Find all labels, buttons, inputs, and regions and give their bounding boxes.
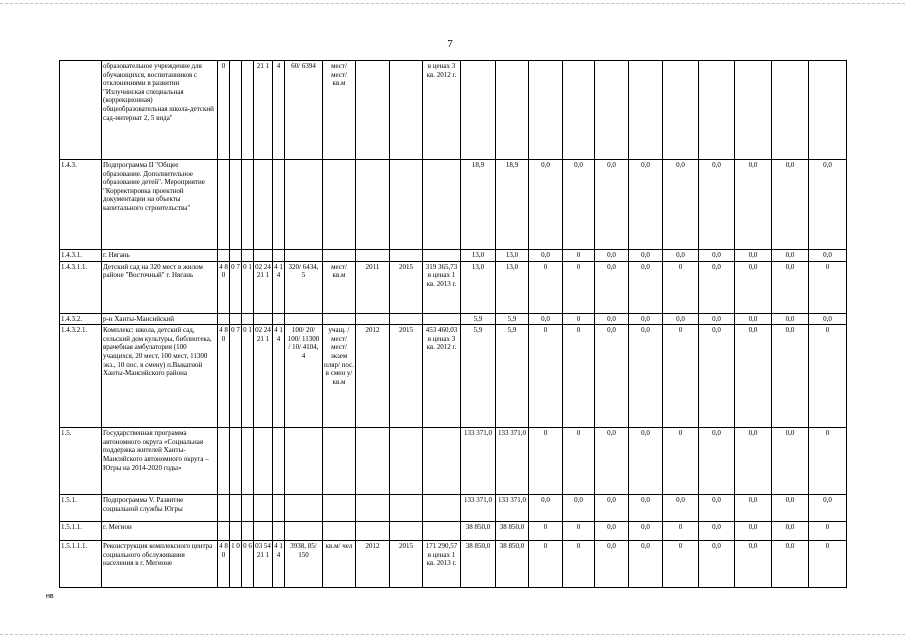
classification-code: 02 24 21 1 [254, 261, 273, 313]
classification-code: 4 8 0 [218, 325, 230, 428]
estimated-cost: в ценах 3 кв. 2012 г. [423, 61, 461, 160]
amount-cell: 133 371,0 [496, 495, 529, 522]
start-year [356, 522, 390, 541]
classification-code [242, 428, 254, 495]
page-top-edge [0, 3, 905, 4]
amount-cell: 0,0 [663, 495, 699, 522]
classification-code: 0 7 [230, 325, 242, 428]
table-row [60, 313, 847, 325]
amount-cell [699, 61, 735, 160]
classification-code: 0 6 [242, 541, 254, 588]
amount-cell: 5,9 [496, 325, 529, 428]
classification-code [230, 522, 242, 541]
amount-cell: 38 850,0 [496, 522, 529, 541]
classification-code [230, 428, 242, 495]
end-year [390, 495, 423, 522]
amount-cell: 0 [809, 428, 847, 495]
amount-cell [563, 61, 595, 160]
classification-code: 4 8 0 [218, 541, 230, 588]
unit-cell [323, 495, 356, 522]
start-year: 2011 [356, 261, 390, 313]
table-row [60, 61, 847, 160]
footer-mark: нв [46, 593, 54, 600]
start-year [356, 313, 390, 325]
amount-cell: 0 [529, 522, 563, 541]
end-year [390, 160, 423, 250]
amount-cell: 0,0 [595, 428, 629, 495]
start-year [356, 61, 390, 160]
classification-code [218, 428, 230, 495]
end-year: 2015 [390, 325, 423, 428]
row-name: р-н Ханты-Мансийский [102, 313, 218, 325]
amount-cell: 0,0 [595, 160, 629, 250]
end-year [390, 61, 423, 160]
amount-cell: 0,0 [629, 522, 663, 541]
amount-cell [461, 61, 496, 160]
amount-cell: 0 [529, 541, 563, 588]
classification-code [218, 522, 230, 541]
amount-cell: 0,0 [629, 261, 663, 313]
amount-cell [735, 61, 772, 160]
estimated-cost [423, 495, 461, 522]
amount-cell: 13,0 [496, 250, 529, 262]
capacity-cell: 3938, 85/ 150 [285, 541, 323, 588]
classification-code [273, 250, 285, 262]
start-year [356, 428, 390, 495]
classification-code: 4 8 0 [218, 261, 230, 313]
table-row [60, 428, 847, 495]
amount-cell: 0,0 [699, 250, 735, 262]
amount-cell: 0 [563, 313, 595, 325]
row-name: Подпрограмма V. Развитие социальной службы Югры [102, 495, 218, 522]
amount-cell: 0 [529, 261, 563, 313]
classification-code: 21 1 [254, 61, 273, 160]
end-year: 2015 [390, 261, 423, 313]
amount-cell [772, 61, 809, 160]
classification-code: 0 1 [242, 261, 254, 313]
row-code: 1.4.3.1.1. [60, 261, 102, 313]
amount-cell: 0,0 [772, 428, 809, 495]
classification-code [254, 250, 273, 262]
unit-cell [323, 250, 356, 262]
estimated-cost: 319 365,73 в ценах 1 кв. 2013 г. [423, 261, 461, 313]
amount-cell: 0 [809, 541, 847, 588]
classification-code [218, 250, 230, 262]
classification-code [254, 495, 273, 522]
amount-cell: 0,0 [595, 313, 629, 325]
amount-cell: 0,0 [529, 250, 563, 262]
amount-cell: 0 [809, 325, 847, 428]
capacity-cell [285, 522, 323, 541]
table-row [60, 541, 847, 588]
row-name: Детский сад на 320 мест в жилом районе "Восточный" г. Нягань [102, 261, 218, 313]
page-number: 7 [447, 38, 453, 50]
classification-code [230, 160, 242, 250]
amount-cell: 0,0 [735, 428, 772, 495]
start-year: 2012 [356, 325, 390, 428]
amount-cell: 0,0 [699, 428, 735, 495]
classification-code: 4 1 4 [273, 541, 285, 588]
amount-cell: 0,0 [629, 325, 663, 428]
estimated-cost: 453 460,03 в ценах 3 кв. 2012 г. [423, 325, 461, 428]
classification-code: 0 1 [242, 325, 254, 428]
amount-cell: 0 [663, 541, 699, 588]
capacity-cell [285, 313, 323, 325]
amount-cell: 0,0 [735, 325, 772, 428]
amount-cell: 0 [663, 522, 699, 541]
amount-cell: 0,0 [629, 313, 663, 325]
unit-cell [323, 160, 356, 250]
amount-cell: 0,0 [595, 522, 629, 541]
amount-cell: 0 [663, 261, 699, 313]
amount-cell: 0,0 [772, 541, 809, 588]
amount-cell: 0,0 [809, 160, 847, 250]
row-code: 1.5.1.1. [60, 522, 102, 541]
amount-cell: 0,0 [529, 313, 563, 325]
unit-cell: кв.м/ чел [323, 541, 356, 588]
start-year: 2012 [356, 541, 390, 588]
amount-cell: 0,0 [595, 541, 629, 588]
classification-code [254, 160, 273, 250]
end-year: 2015 [390, 541, 423, 588]
end-year [390, 428, 423, 495]
classification-code [273, 495, 285, 522]
amount-cell: 0,0 [735, 541, 772, 588]
amount-cell: 0,0 [772, 495, 809, 522]
table-row [60, 325, 847, 428]
amount-cell: 0,0 [663, 313, 699, 325]
amount-cell: 0,0 [629, 495, 663, 522]
amount-cell: 133 371,0 [496, 428, 529, 495]
amount-cell: 0,0 [772, 160, 809, 250]
amount-cell: 0,0 [699, 325, 735, 428]
amount-cell: 18,9 [461, 160, 496, 250]
classification-code [242, 313, 254, 325]
amount-cell: 5,9 [461, 313, 496, 325]
row-code: 1.4.3.2. [60, 313, 102, 325]
page-bottom-edge [0, 634, 905, 635]
amount-cell: 0 [663, 428, 699, 495]
row-code: 1.5.1.1.1. [60, 541, 102, 588]
amount-cell: 0,0 [809, 495, 847, 522]
amount-cell: 0,0 [595, 261, 629, 313]
amount-cell: 0,0 [772, 325, 809, 428]
table-row [60, 522, 847, 541]
amount-cell: 0,0 [735, 160, 772, 250]
amount-cell: 0,0 [735, 495, 772, 522]
row-name: Подпрограмма II "Общее образование. Дополнительное образование детей". Мероприятие "Корректировка проектной документации на объекты капитального строительства" [102, 160, 218, 250]
amount-cell: 0,0 [529, 495, 563, 522]
amount-cell: 0 [809, 261, 847, 313]
amount-cell: 0,0 [595, 495, 629, 522]
amount-cell: 0,0 [629, 250, 663, 262]
amount-cell [809, 61, 847, 160]
classification-code [230, 250, 242, 262]
amount-cell: 0 [663, 325, 699, 428]
amount-cell: 0,0 [735, 522, 772, 541]
classification-code: 4 [273, 61, 285, 160]
amount-cell: 0 [563, 522, 595, 541]
capacity-cell [285, 495, 323, 522]
amount-cell: 0,0 [629, 160, 663, 250]
classification-code: 03 54 21 1 [254, 541, 273, 588]
table-row [60, 160, 847, 250]
amount-cell: 0,0 [772, 313, 809, 325]
amount-cell: 0,0 [772, 261, 809, 313]
amount-cell: 5,9 [496, 313, 529, 325]
amount-cell: 13,0 [461, 261, 496, 313]
amount-cell: 0,0 [629, 428, 663, 495]
estimated-cost [423, 522, 461, 541]
amount-cell: 0 [809, 522, 847, 541]
amount-cell: 133 371,0 [461, 428, 496, 495]
amount-cell: 0 [563, 261, 595, 313]
classification-code [242, 495, 254, 522]
amount-cell: 0 [563, 541, 595, 588]
unit-cell: мест/ кв.м [323, 261, 356, 313]
table-row [60, 495, 847, 522]
amount-cell: 0 [529, 428, 563, 495]
amount-cell [496, 61, 529, 160]
end-year [390, 522, 423, 541]
amount-cell: 0,0 [735, 261, 772, 313]
amount-cell: 38 850,0 [461, 522, 496, 541]
amount-cell: 13,0 [461, 250, 496, 262]
amount-cell: 0,0 [735, 313, 772, 325]
row-code: 1.4.3.2.1. [60, 325, 102, 428]
start-year [356, 495, 390, 522]
classification-code: 4 1 4 [273, 325, 285, 428]
classification-code [273, 522, 285, 541]
row-code: 1.5.1. [60, 495, 102, 522]
amount-cell: 0,0 [735, 250, 772, 262]
estimated-cost [423, 160, 461, 250]
amount-cell: 38 850,0 [496, 541, 529, 588]
amount-cell: 0,0 [563, 495, 595, 522]
amount-cell: 0,0 [629, 541, 663, 588]
amount-cell: 0,0 [663, 160, 699, 250]
classification-code [242, 250, 254, 262]
row-name: Реконструкция комплексного центра социального обслуживания населения в г. Мегионе [102, 541, 218, 588]
row-name: г. Нягань [102, 250, 218, 262]
capacity-cell [285, 160, 323, 250]
row-name: Государственная программа автономного округа «Социальная поддержка жителей Ханты-Мансийского автономного округа – Югры на 2014-2020 годы» [102, 428, 218, 495]
classification-code: 02 24 21 1 [254, 325, 273, 428]
amount-cell: 0,0 [809, 313, 847, 325]
amount-cell: 0,0 [809, 250, 847, 262]
table-row [60, 250, 847, 262]
classification-code: 0 [218, 61, 230, 160]
row-code: 1.4.3.1. [60, 250, 102, 262]
table-row [60, 261, 847, 313]
classification-code [218, 160, 230, 250]
classification-code: 4 1 4 [273, 261, 285, 313]
amount-cell: 0,0 [595, 325, 629, 428]
row-name: г. Мегион [102, 522, 218, 541]
classification-code [254, 522, 273, 541]
investment-table [59, 60, 847, 588]
estimated-cost: 171 290,57 в ценах 1 кв. 2013 г. [423, 541, 461, 588]
end-year [390, 250, 423, 262]
amount-cell: 0,0 [699, 313, 735, 325]
amount-cell: 0,0 [699, 261, 735, 313]
classification-code: 0 7 [230, 261, 242, 313]
classification-code [254, 428, 273, 495]
unit-cell: мест/ мест/ кв.м [323, 61, 356, 160]
row-code: 1.4.3. [60, 160, 102, 250]
amount-cell [595, 61, 629, 160]
amount-cell: 0 [563, 428, 595, 495]
amount-cell: 133 371,0 [461, 495, 496, 522]
estimated-cost [423, 250, 461, 262]
amount-cell: 0,0 [595, 250, 629, 262]
amount-cell: 38 850,0 [461, 541, 496, 588]
unit-cell [323, 313, 356, 325]
classification-code: 1 0 [230, 541, 242, 588]
amount-cell: 0 [529, 325, 563, 428]
amount-cell: 0,0 [699, 495, 735, 522]
classification-code [230, 313, 242, 325]
classification-code [218, 313, 230, 325]
classification-code [218, 495, 230, 522]
unit-cell [323, 522, 356, 541]
start-year [356, 160, 390, 250]
capacity-cell: 320/ 6434, 5 [285, 261, 323, 313]
amount-cell: 0,0 [699, 541, 735, 588]
amount-cell: 13,0 [496, 261, 529, 313]
amount-cell [663, 61, 699, 160]
row-code [60, 61, 102, 160]
unit-cell [323, 428, 356, 495]
capacity-cell [285, 250, 323, 262]
row-name: Комплекс: школа, детский сад, сельский дом культуры, библиотека, врачебная амбулатория (100 учащихся, 20 мест, 100 мест, 11300 экз., 10 пос. в смену) п.Выкатной Ханты-Мансийского района [102, 325, 218, 428]
row-name: образовательное учреждение для обучающихся, воспитанников с отклонениями в развитии "Излучинская специальная (коррекционная) общеобразовательная школа-детский сад-интернат 2, 5 вида" [102, 61, 218, 160]
amount-cell: 5,9 [461, 325, 496, 428]
capacity-cell: 60/ 6394 [285, 61, 323, 160]
amount-cell: 0,0 [772, 250, 809, 262]
amount-cell: 18,9 [496, 160, 529, 250]
classification-code [254, 313, 273, 325]
classification-code [242, 160, 254, 250]
amount-cell: 0,0 [772, 522, 809, 541]
classification-code [242, 61, 254, 160]
row-code: 1.5. [60, 428, 102, 495]
amount-cell: 0 [563, 325, 595, 428]
amount-cell [529, 61, 563, 160]
amount-cell: 0,0 [663, 250, 699, 262]
amount-cell: 0,0 [699, 160, 735, 250]
capacity-cell [285, 428, 323, 495]
estimated-cost [423, 428, 461, 495]
classification-code [230, 61, 242, 160]
amount-cell [629, 61, 663, 160]
unit-cell: учащ. / мест/ мест/ экзем пляр/ пос. в смен у/ кв.м [323, 325, 356, 428]
amount-cell: 0 [563, 250, 595, 262]
classification-code [273, 313, 285, 325]
classification-code [230, 495, 242, 522]
amount-cell: 0,0 [529, 160, 563, 250]
classification-code [242, 522, 254, 541]
capacity-cell: 100/ 20/ 100/ 11300 / 10/ 4104, 4 [285, 325, 323, 428]
classification-code [273, 428, 285, 495]
estimated-cost [423, 313, 461, 325]
amount-cell: 0,0 [563, 160, 595, 250]
end-year [390, 313, 423, 325]
start-year [356, 250, 390, 262]
classification-code [273, 160, 285, 250]
amount-cell: 0,0 [699, 522, 735, 541]
